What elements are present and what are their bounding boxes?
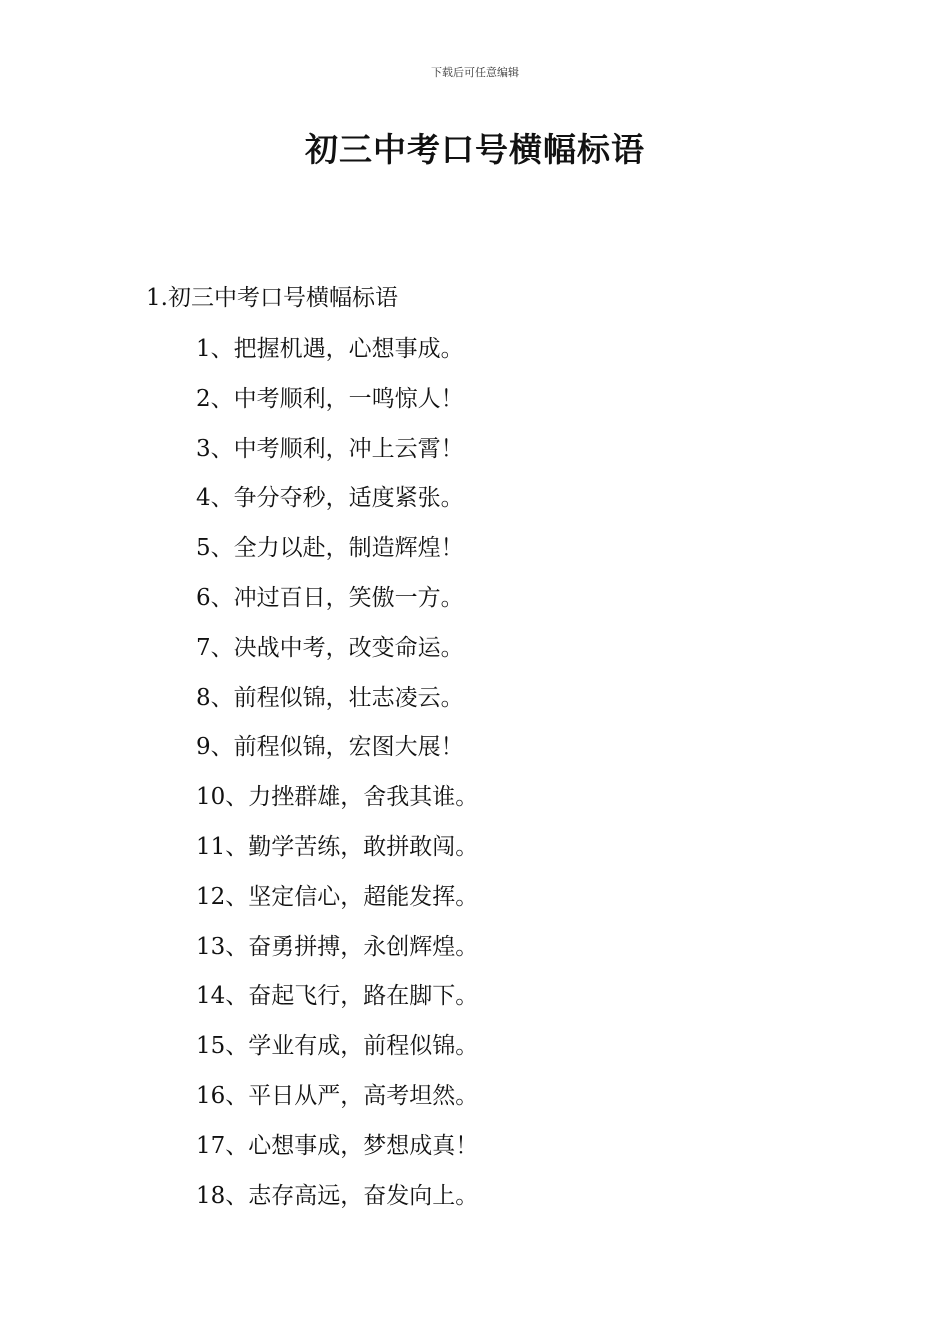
- slogan-item: 4、争分夺秒，适度紧张。: [196, 485, 464, 512]
- slogan-item: 10、力挫群雄，舍我其谁。: [196, 784, 479, 811]
- slogan-item: 6、冲过百日，笑傲一方。: [196, 584, 464, 611]
- slogan-item: 14、奋起飞行，路在脚下。: [196, 983, 479, 1010]
- slogan-item: 13、奋勇拼搏，永创辉煌。: [196, 933, 479, 960]
- header-note: 下载后可任意编辑: [431, 66, 519, 79]
- document-title: 初三中考口号横幅标语: [305, 130, 645, 169]
- slogan-item: 18、志存高远，奋发向上。: [196, 1182, 479, 1209]
- slogan-item: 2、中考顺利，一鸣惊人！: [196, 385, 464, 412]
- slogan-list: [196, 333, 478, 1229]
- slogan-item: 9、前程似锦，宏图大展！: [196, 734, 464, 761]
- slogan-item: 1、把握机遇，心想事成。: [196, 336, 464, 362]
- slogan-item: 3、中考顺利，冲上云霄！: [196, 435, 464, 462]
- section-heading: 1.初三中考口号横幅标语: [146, 285, 398, 311]
- slogan-item: 8、前程似锦，壮志凌云。: [196, 684, 464, 711]
- slogan-item: 5、全力以赴，制造辉煌！: [196, 535, 464, 562]
- slogan-item: 7、决战中考，改变命运。: [196, 634, 464, 661]
- slogan-item: 11、勤学苦练，敢拼敢闯。: [196, 833, 479, 860]
- slogan-item: 17、心想事成，梦想成真！: [196, 1132, 479, 1159]
- slogan-item: 15、学业有成，前程似锦。: [196, 1033, 479, 1060]
- slogan-item: 12、坚定信心，超能发挥。: [196, 883, 479, 910]
- slogan-item: 16、平日从严，高考坦然。: [196, 1082, 479, 1109]
